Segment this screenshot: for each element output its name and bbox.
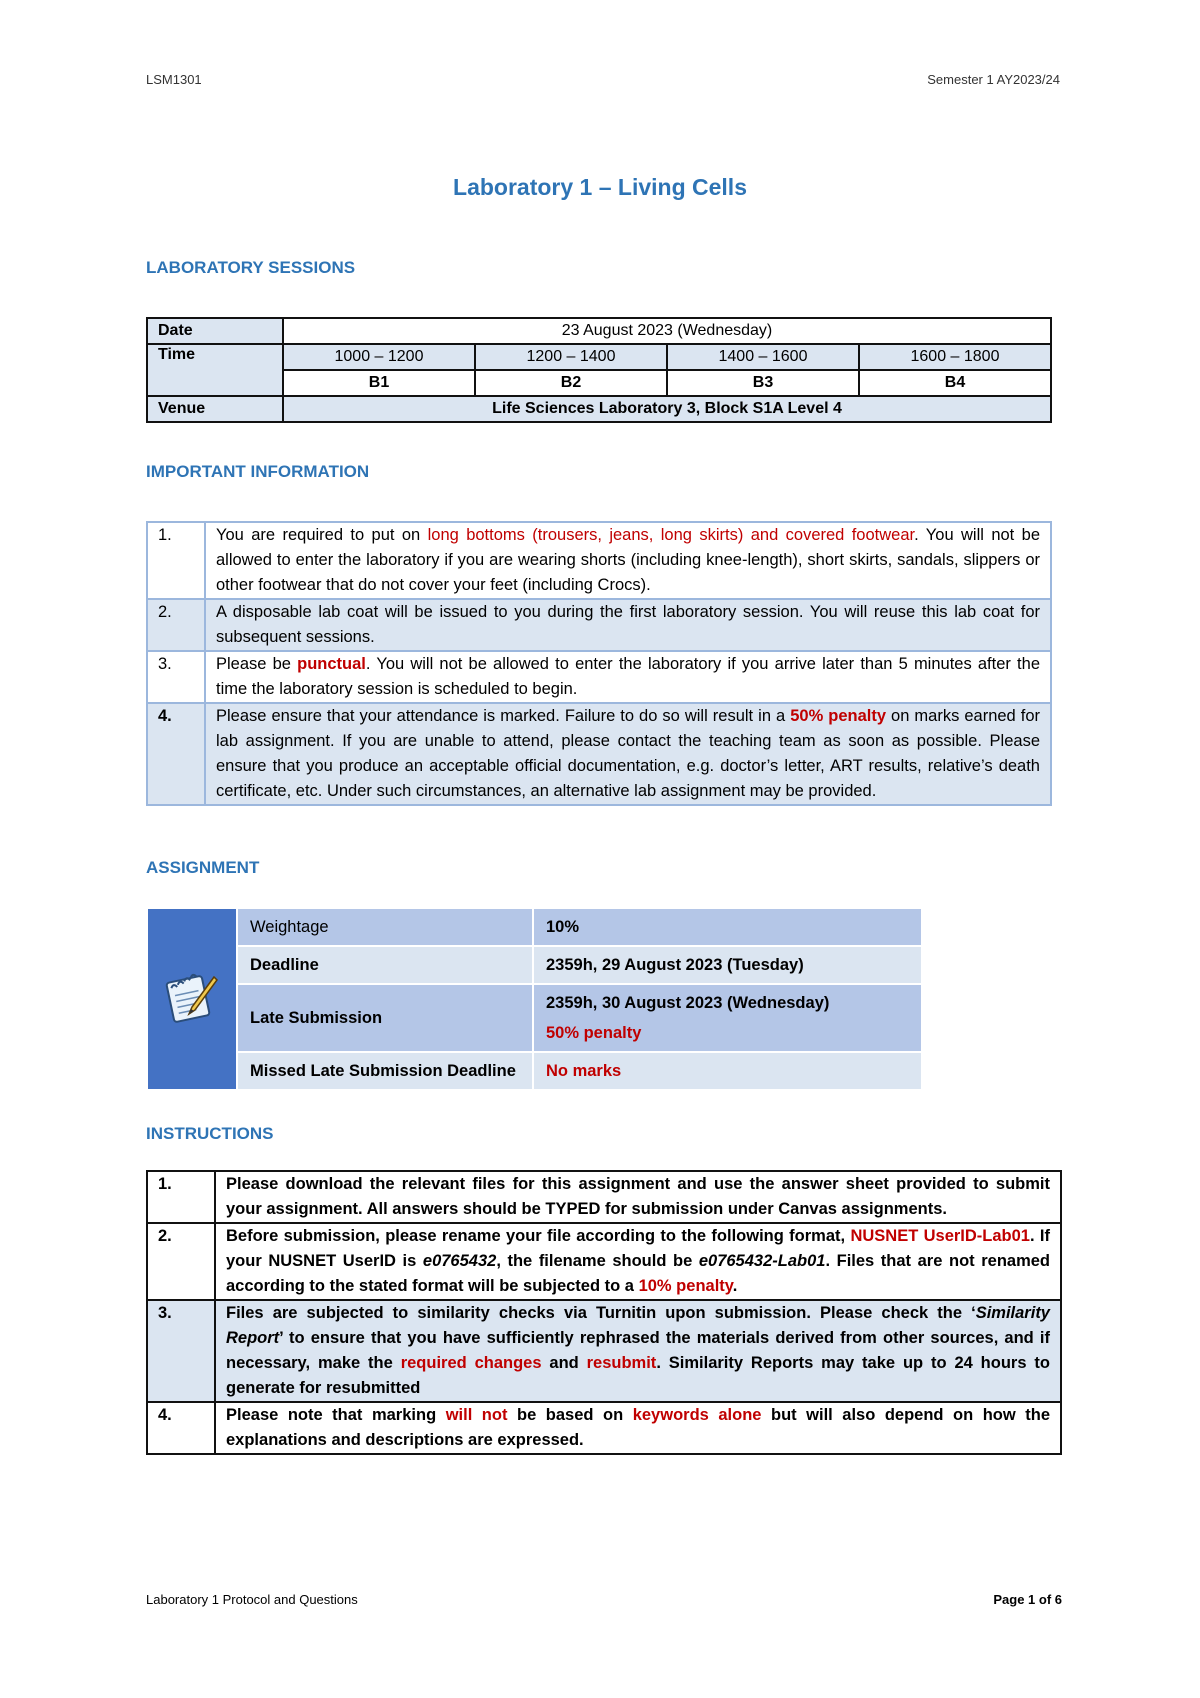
instruction-number: 1. [147, 1171, 215, 1223]
footer-doc-title: Laboratory 1 Protocol and Questions [146, 1592, 358, 1607]
time-slot: 1400 – 1600 [667, 344, 859, 370]
info-text: A disposable lab coat will be issued to you during the first laboratory session. You will reuse this lab coat for subsequent sessions. [205, 599, 1051, 651]
instruction-number: 4. [147, 1402, 215, 1454]
late-submission-date: 2359h, 30 August 2023 (Wednesday) [546, 994, 830, 1012]
info-number: 4. [147, 703, 205, 805]
instruction-text: Before submission, please rename your file according to the following format, NUSNET UserID-Lab01. If your NUSNET UserID is e0765432, the filename should be e0765432-Lab01. Files that are not renamed according to the stated format will be subjected to a 10% penalty. [215, 1223, 1061, 1300]
time-slot: 1000 – 1200 [283, 344, 475, 370]
info-row [147, 703, 1051, 805]
missed-deadline-label: Missed Late Submission Deadline [237, 1052, 533, 1090]
sessions-table [146, 317, 1052, 423]
instruction-row [147, 1300, 1061, 1402]
info-text: Please ensure that your attendance is marked. Failure to do so will result in a 50% penalty on marks earned for lab assignment. If you are unable to attend, please contact the teaching team as soon as possible. Please ensure that you produce an acceptable official documentation, e.g. doctor’s letter, ART results, relative’s death certificate, etc. Under such circumstances, an alternative lab assignment may be provided. [205, 703, 1051, 805]
info-number: 2. [147, 599, 205, 651]
instruction-text: Files are subjected to similarity checks via Turnitin upon submission. Please check the ‘Similarity Report’ to ensure that you have sufficiently rephrased the materials derived from other sources, and if necessary, make the required changes and resubmit. Similarity Reports may take up to 24 hours to generate for resubmitted [215, 1300, 1061, 1402]
assignment-table [146, 907, 923, 1091]
header-course-code: LSM1301 [146, 72, 202, 87]
time-slot: 1600 – 1800 [859, 344, 1051, 370]
info-text: You are required to put on long bottoms (trousers, jeans, long skirts) and covered footwear. You will not be allowed to enter the laboratory if you are wearing shorts (including knee-length), short skirts, sandals, slippers or other footwear that do not cover your feet (including Crocs). [205, 522, 1051, 599]
late-penalty: 50% penalty [546, 1024, 642, 1042]
weightage-label: Weightage [237, 908, 533, 946]
group-label: B1 [283, 370, 475, 396]
instruction-text: Please note that marking will not be based on keywords alone but will also depend on how the explanations and descriptions are expressed. [215, 1402, 1061, 1454]
assignment-icon-cell [147, 908, 237, 1090]
footer-page-number: Page 1 of 6 [993, 1592, 1062, 1607]
heading-instructions: INSTRUCTIONS [146, 1124, 274, 1143]
info-number: 1. [147, 522, 205, 599]
late-submission-label: Late Submission [237, 984, 533, 1052]
instruction-row [147, 1171, 1061, 1223]
time-slot: 1200 – 1400 [475, 344, 667, 370]
instruction-row [147, 1402, 1061, 1454]
late-submission-value [533, 984, 922, 1052]
info-row [147, 522, 1051, 599]
info-row [147, 599, 1051, 651]
instruction-number: 2. [147, 1223, 215, 1300]
info-number: 3. [147, 651, 205, 703]
notepad-pencil-icon [164, 969, 220, 1025]
instruction-number: 3. [147, 1300, 215, 1402]
group-label: B2 [475, 370, 667, 396]
info-row [147, 651, 1051, 703]
info-text: Please be punctual. You will not be allowed to enter the laboratory if you arrive later than 5 minutes after the time the laboratory session is scheduled to begin. [205, 651, 1051, 703]
important-info-table [146, 521, 1052, 806]
instruction-row [147, 1223, 1061, 1300]
heading-lab-sessions: LABORATORY SESSIONS [146, 258, 356, 277]
missed-deadline-value: No marks [533, 1052, 922, 1090]
header-semester: Semester 1 AY2023/24 [927, 72, 1060, 87]
date-label: Date [147, 318, 283, 344]
heading-assignment: ASSIGNMENT [146, 858, 260, 877]
page-title: Laboratory 1 – Living Cells [453, 174, 747, 200]
venue-value: Life Sciences Laboratory 3, Block S1A Level 4 [283, 396, 1051, 422]
instructions-table [146, 1170, 1062, 1455]
deadline-label: Deadline [237, 946, 533, 984]
instruction-text: Please download the relevant files for this assignment and use the answer sheet provided to submit your assignment. All answers should be TYPED for submission under Canvas assignments. [215, 1171, 1061, 1223]
date-value: 23 August 2023 (Wednesday) [283, 318, 1051, 344]
time-label: Time [147, 344, 283, 396]
group-label: B3 [667, 370, 859, 396]
group-label: B4 [859, 370, 1051, 396]
venue-label: Venue [147, 396, 283, 422]
heading-important-info: IMPORTANT INFORMATION [146, 462, 370, 481]
deadline-value: 2359h, 29 August 2023 (Tuesday) [533, 946, 922, 984]
weightage-value: 10% [533, 908, 922, 946]
